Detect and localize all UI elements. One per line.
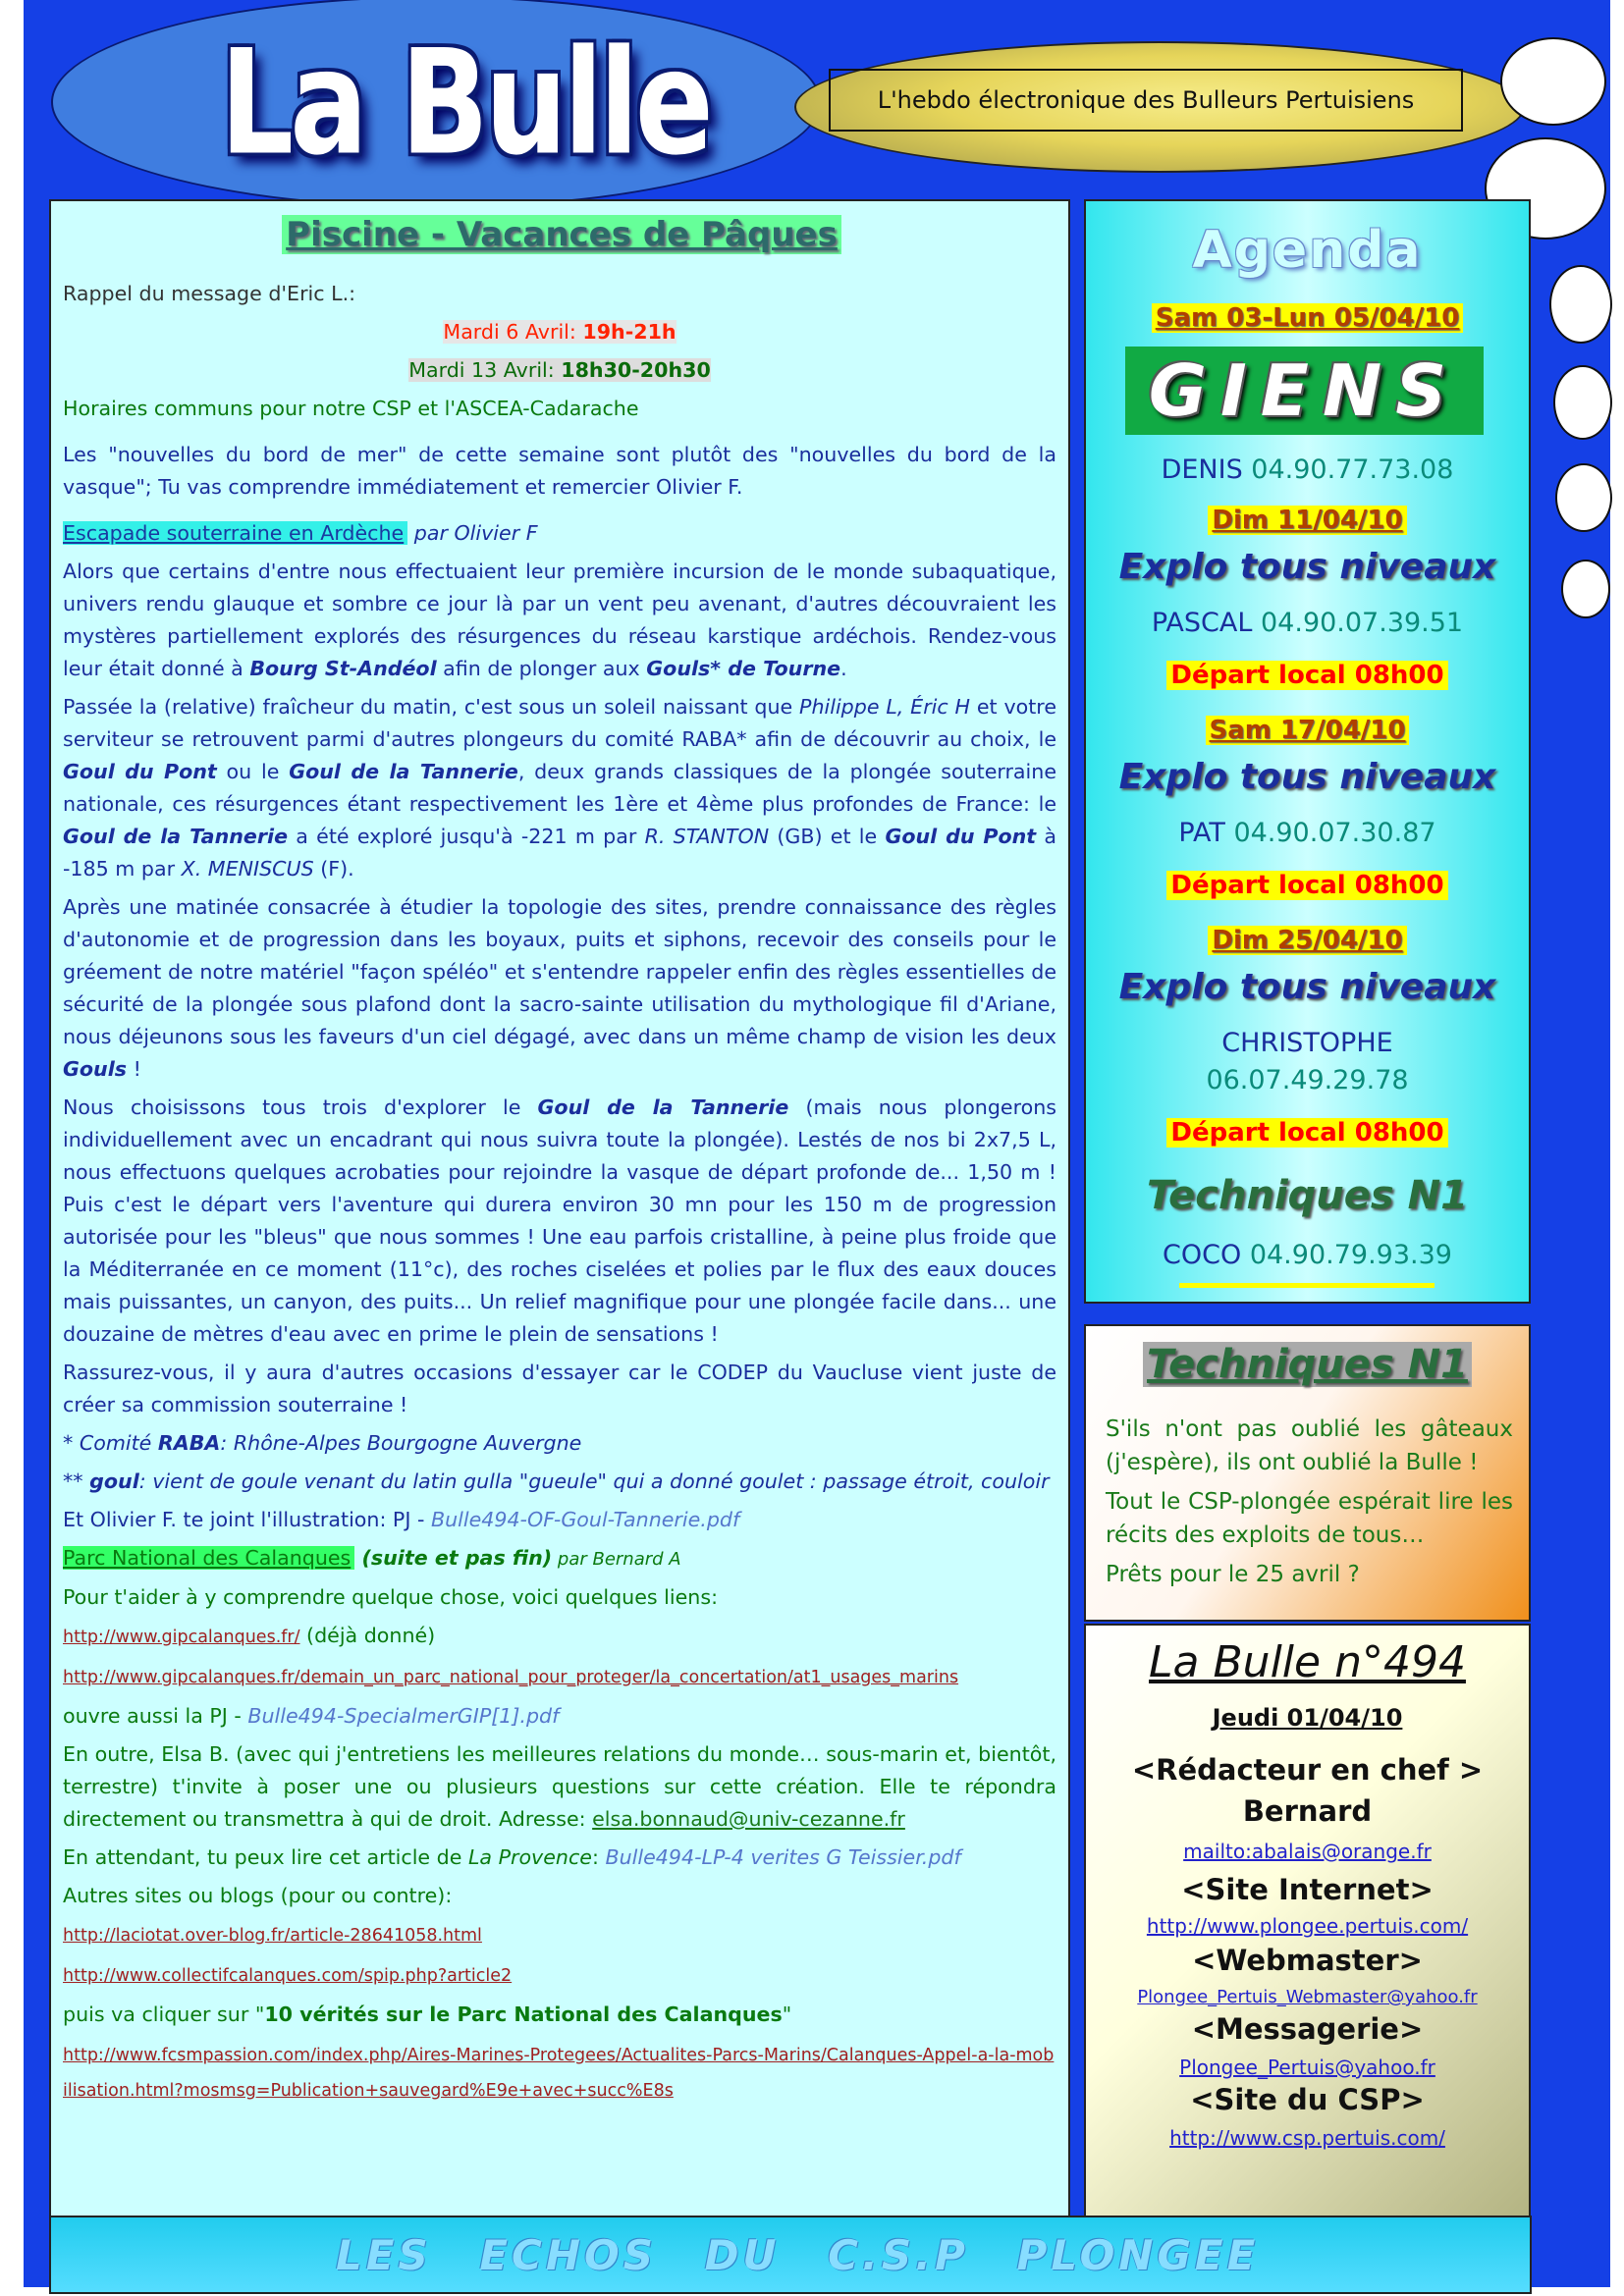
page-background — [24, 0, 1610, 2287]
p2-text-k: (GB) et le — [769, 825, 886, 848]
agenda-contact-4-phone: 06.07.49.29.78 — [1206, 1065, 1409, 1095]
techniques-p3: Prêts pour le 25 avril ? — [1106, 1562, 1360, 1587]
link-2-line — [63, 1660, 1056, 1694]
prov-text-a: En attendant, tu peux lire cet article de — [63, 1845, 468, 1869]
main-article — [49, 199, 1070, 2294]
redacteur-email-link[interactable]: mailto:abalais@orange.fr — [1183, 1840, 1432, 1863]
agenda-contact-3 — [1086, 818, 1529, 848]
tagline: L'hebdo électronique des Bulleurs Pertuisiens — [829, 69, 1463, 132]
schedule-time-1: 19h-21h — [582, 320, 677, 344]
article-title: Piscine - Vacances de Pâques — [282, 215, 841, 254]
bubble-decoration — [1553, 365, 1612, 440]
bubble-decoration — [1500, 37, 1606, 126]
agenda-contact-1 — [1086, 454, 1529, 485]
p1-place: Bourg St-Andéol — [249, 657, 437, 680]
section-1-title: Escapade souterraine en Ardèche — [63, 521, 407, 545]
techniques-box — [1084, 1324, 1531, 1622]
agenda-giens: GIENS — [1125, 347, 1484, 435]
p1-text: Alors que certains d'entre nous effectuaient leur première incursion de le monde subaquatique, univers rendu glauque et sombre ce jour là par un vent peu avenant, d'autres découvraient les mystères partiellement explorés des résurgences du réseau karstique ardéchois. Rendez-vous leur était donné à — [63, 560, 1056, 680]
section-2-title: Parc National des Calanques — [63, 1546, 354, 1570]
p3-text: Après une matinée consacrée à étudier la topologie des sites, prendre connaissance des règles d'autonomie et de progression dans les boyaux, puits et siphons, recevoir des conseils pour le gréement de notre matériel "façon spéléo" et s'entendre rappeler enfin des règles essentielles de sécurité de la plongée sous plafond dont la sacro-sainte utilisation du mythologique fil d'Ariane, nous déjeunons sous les faveurs d'un ciel dégagé, avec dans un même champ de vision les deux — [63, 895, 1056, 1048]
p2-meniscus: X. MENISCUS — [181, 857, 314, 881]
schedule-line-2 — [63, 354, 1056, 387]
site-link[interactable]: http://www.plongee.pertuis.com/ — [1146, 1914, 1469, 1938]
agenda-contact-2 — [1086, 608, 1529, 638]
techniques-p1: S'ils n'ont pas oublié les gâteaux (j'espère), ils ont oublié la Bulle ! — [1106, 1416, 1513, 1475]
elsa-text: En outre, Elsa B. (avec qui j'entretiens les meilleures relations du monde… sous-marin et, bientôt, terrestre) t'invite à poser une ou plusieurs questions sur cette création. Elle te répondra directement ou transmettra à qui de droit. Adresse: — [63, 1742, 1056, 1831]
footer-text: LES ECHOS DU C.S.P PLONGEE — [336, 2231, 1260, 2279]
link-1-line — [63, 1620, 1056, 1654]
agenda-date-1: Sam 03-Lun 05/04/10 — [1152, 303, 1464, 333]
elsa-paragraph — [63, 1738, 1056, 1836]
p3-gouls: Gouls — [63, 1057, 128, 1081]
issue-date: Jeudi 01/04/10 — [1212, 1704, 1403, 1732]
prov-file-link[interactable]: Bulle494-LP-4 verites G Teissier.pdf — [605, 1845, 961, 1869]
pj2-text: ouvre aussi la PJ - — [63, 1704, 248, 1728]
schedule-line-1 — [63, 316, 1056, 348]
footer-banner — [49, 2216, 1532, 2294]
paragraph-2 — [63, 691, 1056, 885]
logo-ellipse — [51, 0, 821, 208]
p3-end: ! — [127, 1057, 141, 1081]
link-collectif[interactable]: http://www.collectifcalanques.com/spip.php?article2 — [63, 1966, 513, 1986]
attachment-2 — [63, 1700, 1056, 1733]
p2-stanton: R. STANTON — [644, 825, 770, 848]
p1-end: . — [840, 657, 847, 680]
p2-names: Philippe L, Éric H — [799, 695, 971, 719]
p4-text-c: (mais nous plongerons individuellement avec un encadrant qui nous suivra toute la plongée). Lestés de nos bi 2x7,5 L, nous effectuons quelques acrobaties pour rejoindre la vasque de départ profonde de... 1,50 m ! Puis c'est le départ vers l'aventure qui durera environ 30 mn pour les 150 m de progression autorisée pour les "bleus" que nous sommes ! Une eau parfois cristalline, à peine plus froide que la Méditerranée en ce moment (11°c), des roches ciselées et polies par le flux des eaux douces mais puissantes, un canyon, des puits... Un relief magnifique pour une plongée facile dans... une douzaine de mètres d'eau avec en prime le plein de sensations ! — [63, 1095, 1056, 1346]
paragraph-1 — [63, 556, 1056, 685]
note1-a: * Comité — [63, 1431, 158, 1455]
article-body — [63, 278, 1056, 2113]
issue-title: La Bulle n°494 — [1149, 1637, 1466, 1687]
note1-raba: RABA — [157, 1431, 221, 1455]
p1-text-2: afin de plonger aux — [436, 657, 647, 680]
p2-text-m: à -185 m par — [63, 825, 1056, 881]
link-concertation[interactable]: http://www.gipcalanques.fr/demain_un_parc_national_pour_proteger/la_concertation/at1_usages_marins — [63, 1668, 959, 1687]
link-3-line — [63, 1918, 1056, 1952]
contact-5-name: COCO — [1163, 1240, 1250, 1270]
agenda-event-4: Explo tous niveaux — [1118, 967, 1496, 1007]
redacteur-label: <Rédacteur en chef > — [1131, 1753, 1484, 1787]
issue-info-box — [1084, 1624, 1531, 2294]
p2-text-a: Passée la (relative) fraîcheur du matin, c'est sous un soleil naissant que — [63, 695, 800, 719]
prov-newspaper: La Provence — [467, 1845, 592, 1869]
schedule-date-1: Mardi 6 Avril: — [443, 320, 583, 344]
redacteur-name: Bernard — [1242, 1794, 1373, 1828]
elsa-email-link[interactable]: elsa.bonnaud@univ-cezanne.fr — [592, 1807, 905, 1831]
note2-goul: goul — [89, 1469, 139, 1493]
contact-2-phone: 04.90.07.39.51 — [1261, 608, 1464, 638]
agenda-date-3: Sam 17/04/10 — [1206, 716, 1410, 745]
agenda-date-4: Dim 25/04/10 — [1208, 926, 1406, 955]
puis-line — [63, 1999, 1056, 2031]
attachment-1 — [63, 1504, 1056, 1536]
agenda-date-1-wrap — [1086, 303, 1529, 333]
section-1-heading — [63, 517, 1056, 550]
agenda-depart-4: Départ local 08h00 — [1166, 1118, 1447, 1148]
p2-goul-pont-2: Goul du Pont — [885, 825, 1037, 848]
contact-3-phone: 04.90.07.30.87 — [1233, 818, 1436, 848]
link-gipcalanques[interactable]: http://www.gipcalanques.fr/ — [63, 1628, 300, 1647]
p2-text-c: et votre serviteur se retrouvent parmi d'autres plongeurs du comité RABA* afin de découvrir au choix, le — [63, 695, 1056, 751]
agenda-date-2-wrap — [1086, 506, 1529, 535]
p4-goul: Goul de la Tannerie — [537, 1095, 789, 1119]
webmaster-email-link[interactable]: Plongee_Pertuis_Webmaster@yahoo.fr — [1137, 1987, 1478, 2007]
bubble-decoration — [1561, 560, 1610, 618]
csp-link[interactable]: http://www.csp.pertuis.com/ — [1169, 2126, 1445, 2150]
link-1-note: (déjà donné) — [299, 1624, 436, 1647]
agenda-contact-4-name: CHRISTOPHE — [1221, 1028, 1393, 1058]
contact-5-phone: 04.90.79.93.39 — [1249, 1240, 1452, 1270]
logo: La Bulle — [220, 18, 710, 187]
section-2-subtitle: (suite et pas fin) — [354, 1546, 553, 1570]
paragraph-4 — [63, 1092, 1056, 1351]
link-4-line — [63, 1958, 1056, 1993]
site-label: <Site Internet> — [1181, 1873, 1434, 1906]
messagerie-label: <Messagerie> — [1191, 2012, 1424, 2046]
note1-c: : Rhône-Alpes Bourgogne Auvergne — [220, 1431, 582, 1455]
agenda-event-2: Explo tous niveaux — [1118, 547, 1496, 587]
p2-goul-pont: Goul du Pont — [63, 760, 217, 783]
schedule-time-2: 18h30-20h30 — [561, 358, 711, 382]
techniques-p2: Tout le CSP-plongée espérait lire les récits des exploits de tous… — [1106, 1489, 1513, 1548]
agenda-date-2: Dim 11/04/10 — [1208, 506, 1406, 535]
techniques-title-wrap — [1086, 1342, 1529, 1387]
autres-sites: Autres sites ou blogs (pour ou contre): — [63, 1884, 453, 1907]
contact-1-phone: 04.90.77.73.08 — [1251, 454, 1454, 485]
link-laciotat[interactable]: http://laciotat.over-blog.fr/article-28641058.html — [63, 1926, 482, 1946]
agenda-title: Agenda — [1192, 221, 1423, 280]
bubble-decoration — [1555, 463, 1612, 532]
provence-line — [63, 1842, 1056, 1874]
techniques-body — [1106, 1413, 1513, 1597]
recall-text: Rappel du message d'Eric L.: — [63, 282, 356, 305]
techniques-title: Techniques N1 — [1143, 1342, 1472, 1387]
agenda-date-3-wrap — [1086, 716, 1529, 745]
p2-text-i: a été exploré jusqu'à -221 m par — [288, 825, 645, 848]
puis-text-a: puis va cliquer sur " — [63, 2002, 265, 2026]
puis-end: " — [782, 2002, 792, 2026]
links-intro: Pour t'aider à y comprendre quelque chose, voici quelques liens: — [63, 1585, 719, 1609]
footnote-2 — [63, 1466, 1056, 1498]
agenda-date-4-wrap — [1086, 926, 1529, 955]
bubble-decoration — [1549, 265, 1612, 344]
contact-2-name: PASCAL — [1151, 608, 1261, 638]
contact-1-name: DENIS — [1161, 454, 1252, 485]
prov-colon: : — [591, 1845, 606, 1869]
agenda-event-3: Explo tous niveaux — [1118, 757, 1496, 797]
p4-text-a: Nous choisissons tous trois d'explorer le — [63, 1095, 538, 1119]
agenda-depart-3: Départ local 08h00 — [1166, 871, 1447, 900]
agenda-panel — [1084, 199, 1531, 1304]
article-title-wrap — [51, 215, 1072, 254]
paragraph-5: Rassurez-vous, il y aura d'autres occasions d'essayer car le CODEP du Vaucluse vient juste de créer sa commission souterraine ! — [63, 1361, 1056, 1416]
footnote-1 — [63, 1427, 1056, 1460]
p2-goul-tannerie-2: Goul de la Tannerie — [63, 825, 289, 848]
section-2-author: par Bernard A — [552, 1549, 681, 1570]
agenda-event-5: Techniques N1 — [1147, 1173, 1468, 1218]
intro-text: Les "nouvelles du bord de mer" de cette semaine sont plutôt des "nouvelles du bord de la vasque"; Tu vas comprendre immédiatement et remercier Olivier F. — [63, 443, 1056, 499]
puis-bold: 10 vérités sur le Parc National des Calanques — [264, 2002, 783, 2026]
p2-text-g: , deux grands classiques de la plongée souterraine nationale, ces résurgences étant respectivement les 1ère et 4ème plus profondes de France: le — [63, 760, 1056, 816]
agenda-contact-5 — [1086, 1240, 1529, 1270]
link-fcsmpassion[interactable]: http://www.fcsmpassion.com/index.php/Aires-Marines-Protegees/Actualites-Parcs-Marins/Calanques-Appel-a-la-mobilisation.html?mosmsg=Publication+sauvegard%E9e+avec+succ%E8s — [63, 2046, 1055, 2101]
section-1-author: par Olivier F — [407, 521, 538, 545]
section-2-heading — [63, 1542, 1056, 1575]
agenda-depart-4-wrap — [1086, 1118, 1529, 1148]
p1-gouls: Gouls* de Tourne — [646, 657, 841, 680]
schedule-date-2: Mardi 13 Avril: — [408, 358, 562, 382]
pj2-file-link[interactable]: Bulle494-SpecialmerGIP[1].pdf — [247, 1704, 560, 1728]
agenda-divider — [1179, 1283, 1435, 1288]
note2-a: ** — [63, 1469, 90, 1493]
p2-end: (F). — [313, 857, 354, 881]
paragraph-3 — [63, 891, 1056, 1086]
agenda-depart-3-wrap — [1086, 871, 1529, 900]
horaires-text: Horaires communs pour notre CSP et l'ASCEA-Cadarache — [63, 397, 639, 420]
pj1-text: Et Olivier F. te joint l'illustration: PJ - — [63, 1508, 431, 1531]
link-5-line — [63, 2037, 1056, 2108]
csp-label: <Site du CSP> — [1190, 2083, 1425, 2116]
pj1-file-link[interactable]: Bulle494-OF-Goul-Tannerie.pdf — [430, 1508, 740, 1531]
agenda-depart-2-wrap — [1086, 661, 1529, 690]
agenda-depart-2: Départ local 08h00 — [1166, 661, 1447, 690]
messagerie-email-link[interactable]: Plongee_Pertuis@yahoo.fr — [1179, 2056, 1435, 2079]
contact-3-name: PAT — [1178, 818, 1234, 848]
webmaster-label: <Webmaster> — [1192, 1944, 1423, 1977]
p2-goul-tannerie: Goul de la Tannerie — [289, 760, 518, 783]
note2-c: : vient de goule venant du latin gulla "gueule" qui a donné goulet : passage étroit, couloir — [138, 1469, 1050, 1493]
p2-text-e: ou le — [216, 760, 290, 783]
